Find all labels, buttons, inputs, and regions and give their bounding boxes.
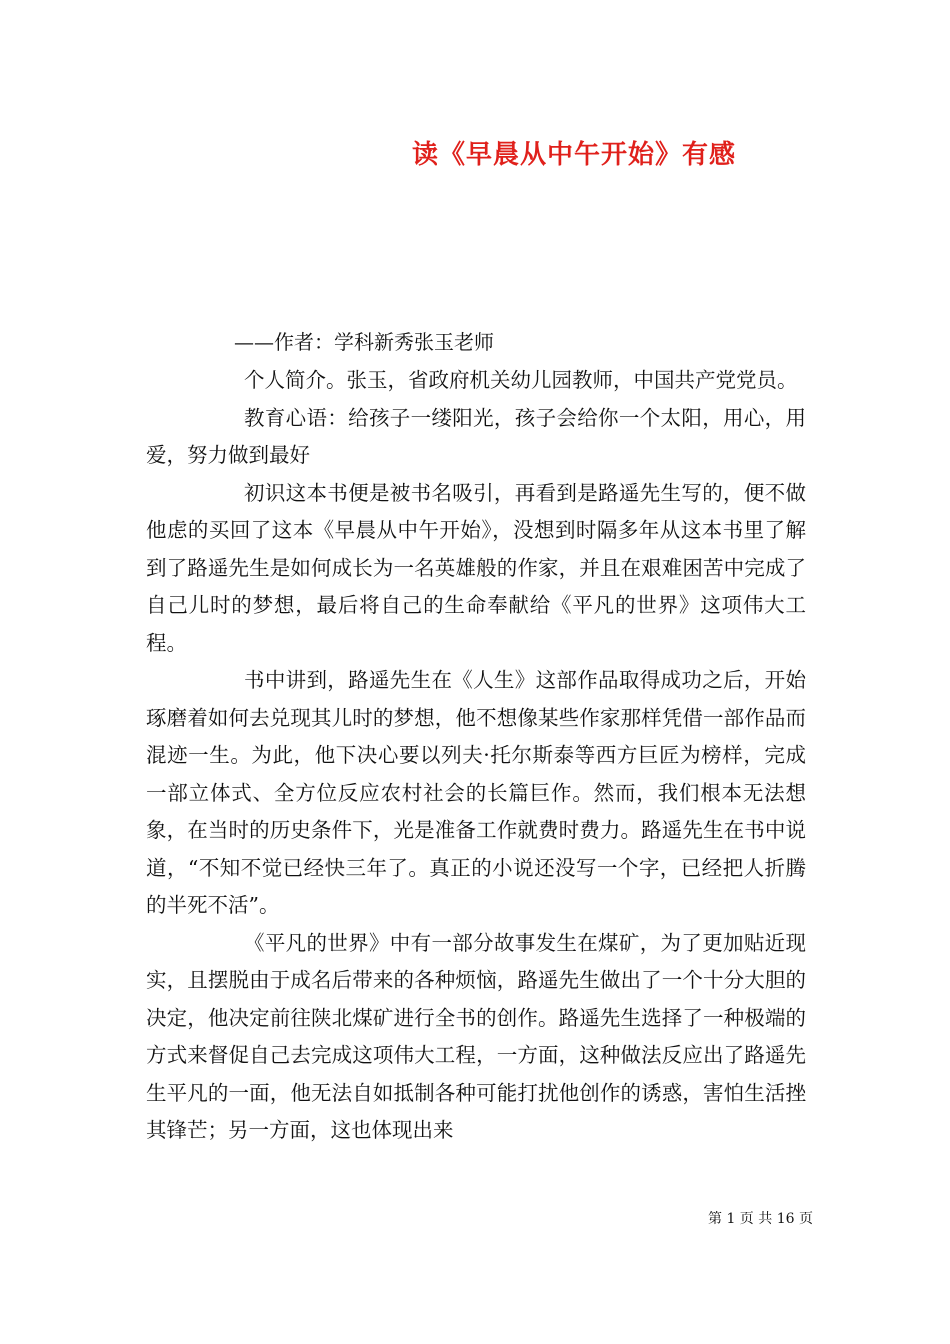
- author-byline: ——作者：学科新秀张玉老师: [234, 330, 494, 354]
- paragraph: 书中讲到，路遥先生在《人生》这部作品取得成功之后，开始琢磨着如何去兑现其儿时的梦想，他不想像某些作家那样凭借一部作品而混迹一生。为此，他下决心要以列夫·托尔斯泰等西方巨匠为榜样，完成一部立体式、全方位反应农村社会的长篇巨作。然而，我们根本无法想象，在当时的历史条件下，光是准备工作就费时费力。路遥先生在书中说道，“不知不觉已经快三年了。真正的小说还没写一个字，已经把人折腾的半死不活”。: [146, 668, 806, 917]
- paragraph: 初识这本书便是被书名吸引，再看到是路遥先生写的，便不做他虑的买回了这本《早晨从中午开始》，没想到时隔多年从这本书里了解到了路遥先生是如何成长为一名英雄般的作家，并且在艰难困苦中完成了自己儿时的梦想，最后将自己的生命奉献给《平凡的世界》这项伟大工程。: [146, 480, 806, 655]
- paragraph: 《平凡的世界》中有一部分故事发生在煤矿，为了更加贴近现实，且摆脱由于成名后带来的各种烦恼，路遥先生做出了一个十分大胆的决定，他决定前往陕北煤矿进行全书的创作。路遥先生选择了一种极端的方式来督促自己去完成这项伟大工程，一方面，这种做法反应出了路遥先生平凡的一面，他无法自如抵制各种可能打扰他创作的诱惑，害怕生活挫其锋芒；另一方面，这也体现出来: [146, 930, 806, 1142]
- paragraph-motto: 教育心语：给孩子一缕阳光，孩子会给你一个太阳，用心，用爱，努力做到最好: [146, 405, 806, 467]
- article-body: [146, 362, 806, 1150]
- paragraph-profile: 个人简介。张玉，省政府机关幼儿园教师，中国共产党党员。: [244, 368, 798, 392]
- page-number-footer: 第 1 页 共 16 页: [708, 1211, 813, 1227]
- page-title: 读《早晨从中午开始》有感: [412, 140, 737, 170]
